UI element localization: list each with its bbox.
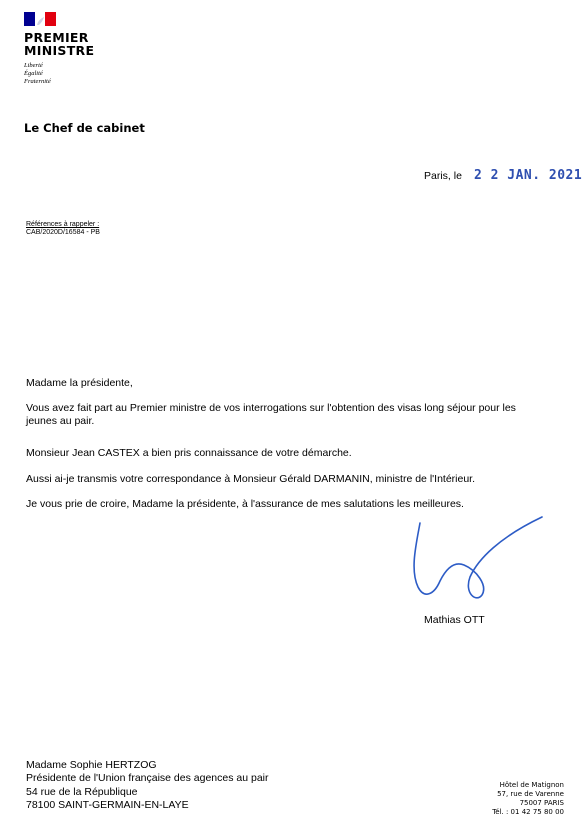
paragraph-1: Vous avez fait part au Premier ministre de vos interrogations sur l'obtention des visas long séjour pour les jeunes au pair. [26, 402, 516, 427]
sender-phone: Tél. : 01 42 75 80 00 [492, 808, 564, 816]
paragraph-2: Monsieur Jean CASTEX a bien pris connaissance de votre démarche. [26, 447, 352, 459]
office-title: Le Chef de cabinet [24, 121, 145, 135]
recipient-name: Madame Sophie HERTZOG [26, 759, 157, 771]
paragraph-3: Aussi ai-je transmis votre correspondance à Monsieur Gérald DARMANIN, ministre de l'Intérieur. [26, 473, 476, 485]
sender-building: Hôtel de Matignon [499, 781, 564, 789]
salutation: Madame la présidente, [26, 377, 133, 389]
logo-ministre: MINISTRE [24, 43, 95, 58]
reference-value: CAB/2020D/16584 - PB [26, 229, 100, 236]
date-place: Paris, le [424, 170, 462, 182]
recipient-title: Présidente de l'Union française des agences au pair [26, 772, 269, 784]
date-stamp: 2 2 JAN. 2021 [473, 168, 583, 183]
signer-name: Mathias OTT [424, 614, 485, 626]
paragraph-closing: Je vous prie de croire, Madame la présidente, à l'assurance de mes salutations les meilleures. [26, 498, 464, 510]
sender-city: 75007 PARIS [519, 799, 564, 807]
logo-premier: PREMIER [24, 30, 89, 45]
recipient-city: 78100 SAINT-GERMAIN-EN-LAYE [26, 799, 189, 811]
handwritten-signature [400, 515, 550, 607]
date-line [424, 168, 582, 183]
republic-flag-logo [24, 12, 56, 26]
motto-liberte: Liberté [24, 62, 43, 69]
motto-fraternite: Fraternité [24, 78, 51, 85]
sender-street: 57, rue de Varenne [497, 790, 564, 798]
motto-egalite: Égalité [24, 70, 43, 77]
recipient-street: 54 rue de la République [26, 786, 138, 798]
reference-label: Références à rappeler : [26, 221, 100, 228]
